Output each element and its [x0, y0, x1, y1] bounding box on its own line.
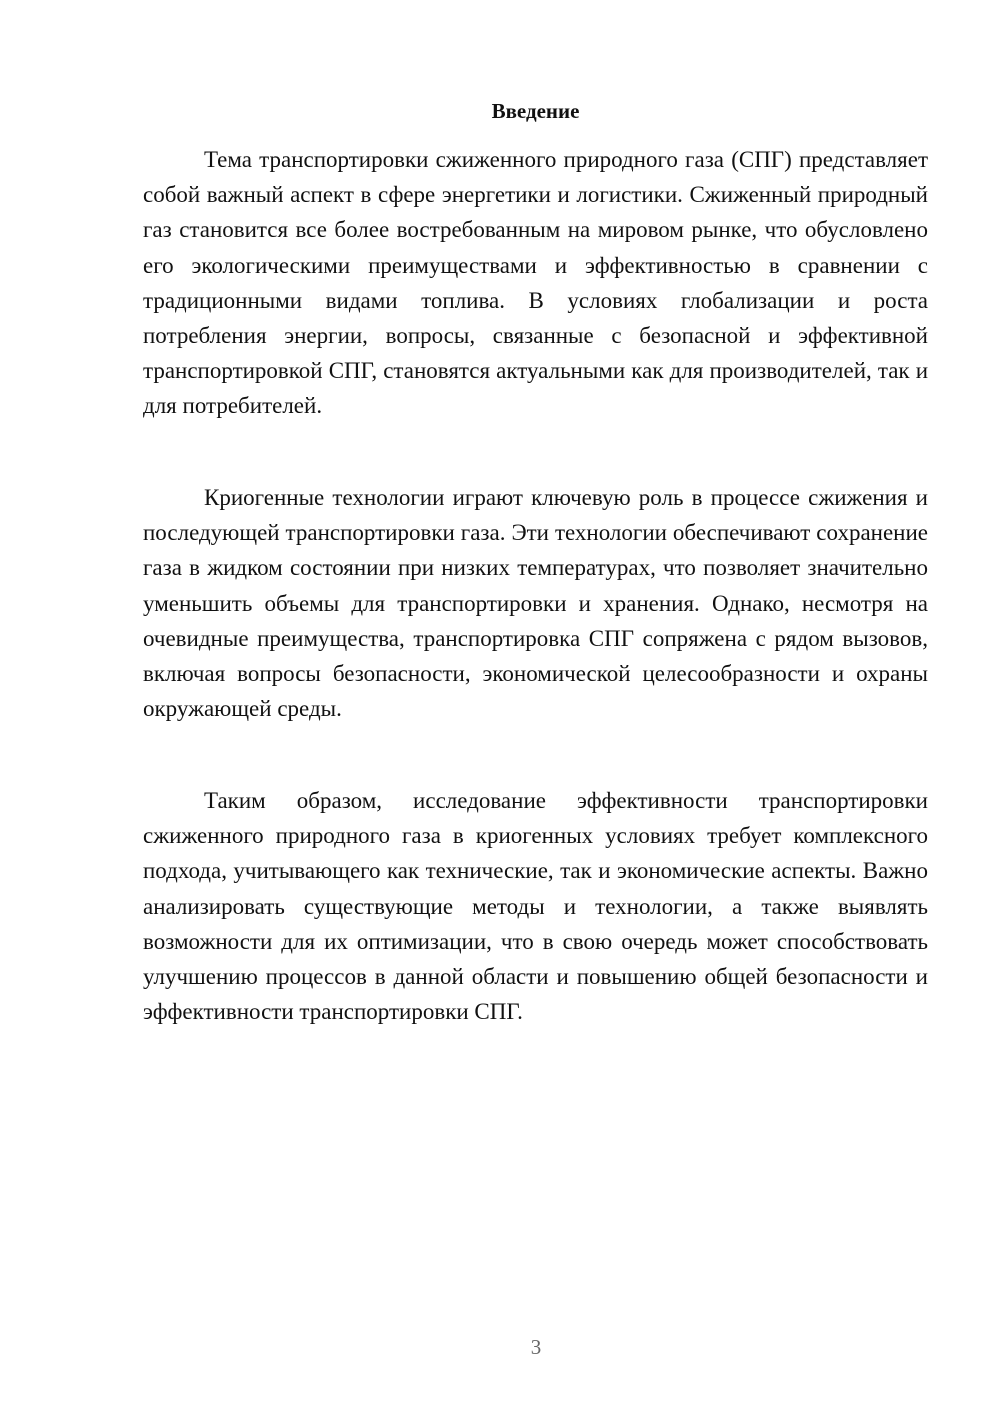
paragraph-3: Таким образом, исследование эффективности транспортировки сжиженного природного газа в криогенных условиях требует комплексного подхода, учитывающего как технические, так и экономические аспекты. Важно анализировать существующие методы и технологии, а также выявлять возможности для их оптимизации, что в свою очередь может способствовать улучшению процессов в данной области и повышению общей безопасности и эффективности транспортировки СПГ.: [143, 788, 928, 1025]
paragraph-2: Криогенные технологии играют ключевую роль в процессе сжижения и последующей транспортировки газа. Эти технологии обеспечивают сохранение газа в жидком состоянии при низких температурах, что позволяет значительно уменьшить объемы для транспортировки и хранения. Однако, несмотря на очевидные преимущества, транспортировка СПГ сопряжена с рядом вызовов, включая вопросы безопасности, экономической целесообразности и охраны окружающей среды.: [143, 485, 928, 722]
page-number: 3: [530, 1335, 542, 1359]
paragraph-1: Тема транспортировки сжиженного природного газа (СПГ) представляет собой важный аспект в сфере энергетики и логистики. Сжиженный природный газ становится все более востребованным на мировом рынке, что обусловлено его экологическими преимуществами и эффективностью в сравнении с традиционными видами топлива. В условиях глобализации и роста потребления энергии, вопросы, связанные с безопасной и эффективной транспортировкой СПГ, становятся актуальными как для производителей, так и для потребителей.: [143, 147, 928, 419]
section-heading: Введение: [491, 99, 580, 123]
